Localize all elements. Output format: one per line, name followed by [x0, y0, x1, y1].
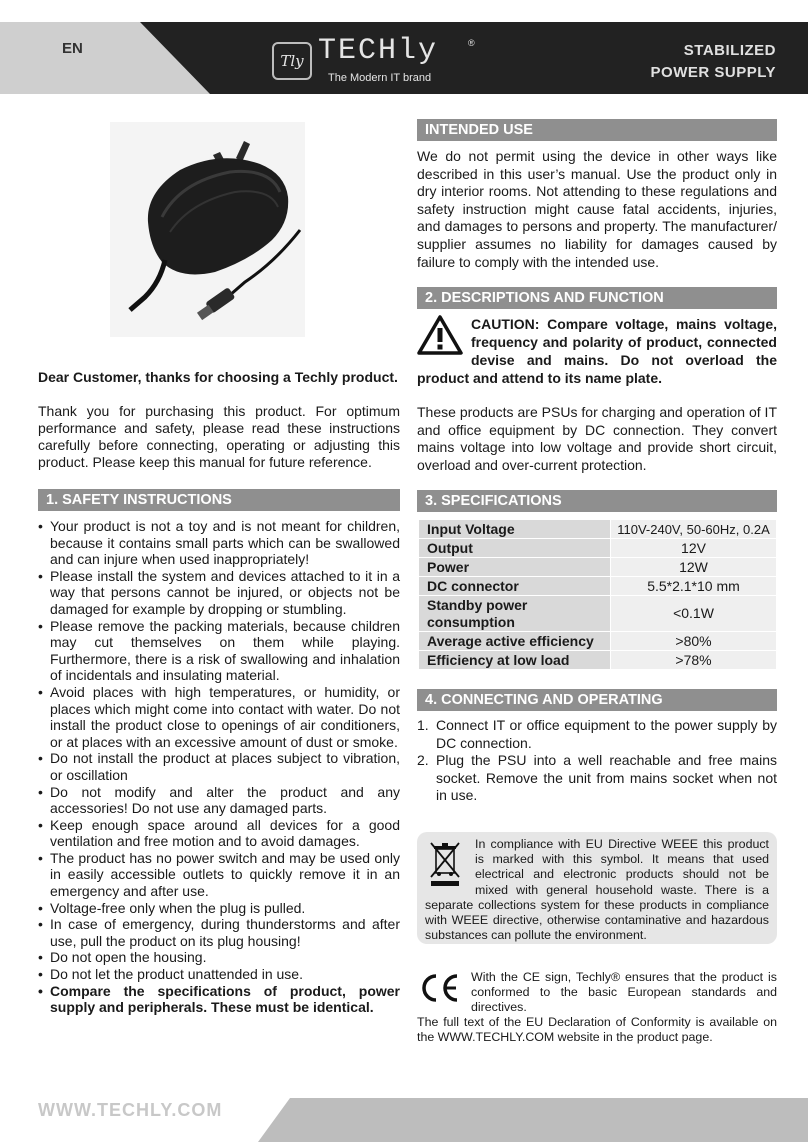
spec-label: Input Voltage	[419, 520, 611, 539]
list-item: • Do not let the product unattended in use.	[38, 966, 400, 983]
list-item: • Avoid places with high temperatures, or humidity, or places which might come into contact with water. Do not install the product close to openings of air conditioners, or at places with an excessive amount of dust or smoke.	[38, 684, 400, 750]
descriptions-heading: 2. DESCRIPTIONS AND FUNCTION	[417, 287, 777, 309]
table-row	[419, 520, 777, 539]
connecting-steps	[417, 717, 777, 805]
language-code: EN	[62, 40, 83, 57]
list-item: • Voltage-free only when the plug is pulled.	[38, 900, 400, 917]
techly-logo	[272, 34, 487, 90]
ce-text: With the CE sign, Techly® ensures that the product is conformed to the basic European standards and directives.	[471, 970, 777, 1014]
list-item	[417, 717, 777, 752]
step-number: 1.	[417, 717, 429, 733]
spec-value: 5.5*2.1*10 mm	[611, 577, 777, 596]
safety-heading: 1. SAFETY INSTRUCTIONS	[38, 489, 400, 511]
caution-note	[417, 315, 777, 387]
title-line-1: STABILIZED	[683, 42, 776, 59]
list-item: • Do not install the product at places subject to vibration, or oscillation	[38, 750, 400, 783]
step-text: Plug the PSU into a well reachable and free mains socket. Remove the unit from mains socket when not in use.	[436, 752, 777, 803]
product-photo	[110, 122, 305, 337]
spec-value: 12V	[611, 539, 777, 558]
list-item: • Please remove the packing materials, because children may cut themselves on them while playing. Furthermore, there is a risk of swallowing and inhalation of incidentals and insulating material.	[38, 618, 400, 684]
list-item: • Your product is not a toy and is not meant for children, because it contains small parts which can be swallowed and can injure when used inappropriately!	[38, 518, 400, 568]
list-item: • The product has no power switch and may be used only in easily accessible outlets to quickly remove it in an emergency and after use.	[38, 850, 400, 900]
descriptions-text: These products are PSUs for charging and operation of IT and office equipment by DC connection. They convert mains voltage into low voltage and provide short circuit, overload and over-current protection.	[417, 404, 777, 473]
table-row	[419, 558, 777, 577]
spec-label: Average active efficiency	[419, 632, 611, 651]
weee-notice	[417, 832, 777, 944]
logo-wordmark: TECHly	[318, 34, 439, 68]
greeting: Dear Customer, thanks for choosing a Techly product.	[38, 369, 398, 385]
step-number: 2.	[417, 752, 429, 768]
crossed-bin-icon	[427, 841, 463, 887]
intro-text: Thank you for purchasing this product. For optimum performance and safety, please read these instructions carefully before connecting, operating or adjusting this product. Please keep this manual for future reference.	[38, 403, 400, 470]
header-top-strip	[0, 0, 808, 22]
table-row	[419, 539, 777, 558]
logo-mark: Tly	[272, 42, 312, 80]
step-text: Connect IT or office equipment to the power supply by DC connection.	[436, 717, 777, 751]
list-item	[417, 752, 777, 805]
spec-label: Standby power consumption	[419, 596, 611, 632]
list-item-bold: • Compare the specifications of product, power supply and peripherals. These must be identical.	[38, 983, 400, 1016]
specifications-heading: 3. SPECIFICATIONS	[417, 490, 777, 512]
logo-tagline: The Modern IT brand	[328, 72, 432, 84]
spec-value: >78%	[611, 651, 777, 670]
weee-text: In compliance with EU Directive WEEE this product is marked with this symbol. It means that used electrical and electronic products should not be mixed with general household waste. There is a separate collections system for these products in compliance with WEEE directive, otherwise contaminative and hazardous substances can pollute the environment.	[425, 837, 769, 943]
spec-value: 110V-240V, 50-60Hz, 0.2A	[611, 520, 777, 539]
specifications-table	[418, 519, 777, 670]
list-item: • Please install the system and devices attached to it in a way that persons cannot be injured, or objects not be damaged for example by dropping or stumbling.	[38, 568, 400, 618]
intended-use-heading: INTENDED USE	[417, 119, 777, 141]
ce-conformity-text: The full text of the EU Declaration of Conformity is available on the WWW.TECHLY.COM website in the product page.	[417, 1015, 777, 1044]
spec-label: DC connector	[419, 577, 611, 596]
spec-value: >80%	[611, 632, 777, 651]
spec-value: 12W	[611, 558, 777, 577]
spec-label: Output	[419, 539, 611, 558]
connecting-heading: 4. CONNECTING AND OPERATING	[417, 689, 777, 711]
warning-triangle-icon	[417, 315, 463, 355]
safety-list	[38, 518, 400, 1016]
list-item: • Keep enough space around all devices for a good ventilation and free motion and to avoid damages.	[38, 817, 400, 850]
title-line-2: POWER SUPPLY	[650, 64, 776, 81]
power-adapter-image	[110, 122, 305, 337]
spec-label: Efficiency at low load	[419, 651, 611, 670]
ce-notice	[417, 970, 777, 1045]
table-row	[419, 651, 777, 670]
document-title	[651, 40, 776, 84]
list-item: • In case of emergency, during thunderstorms and after use, pull the product on its plug housing!	[38, 916, 400, 949]
logo-registered: ®	[468, 38, 475, 48]
footer-url: WWW.TECHLY.COM	[38, 1100, 223, 1120]
table-row	[419, 596, 777, 632]
spec-label: Power	[419, 558, 611, 577]
spec-value: <0.1W	[611, 596, 777, 632]
caution-text: CAUTION: Compare voltage, mains voltage, frequency and polarity of product, connected devise and mains. Do not overload the product and attend to its name plate.	[417, 316, 777, 386]
table-row	[419, 632, 777, 651]
ce-mark-icon	[417, 972, 461, 1004]
intended-use-text: We do not permit using the device in other ways like described in this user’s manual. Use the product only in dry interior rooms. Not attending to these regulations and safety instruction might cause fatal accidents, injuries, and damages to persons and property. The manufacturer/ supplier assumes no liability for damages caused by failure to comply with the intended use.	[417, 148, 777, 270]
list-item: • Do not open the housing.	[38, 949, 400, 966]
list-item: • Do not modify and alter the product and any accessories! Do not use any damaged parts.	[38, 784, 400, 817]
table-row	[419, 577, 777, 596]
